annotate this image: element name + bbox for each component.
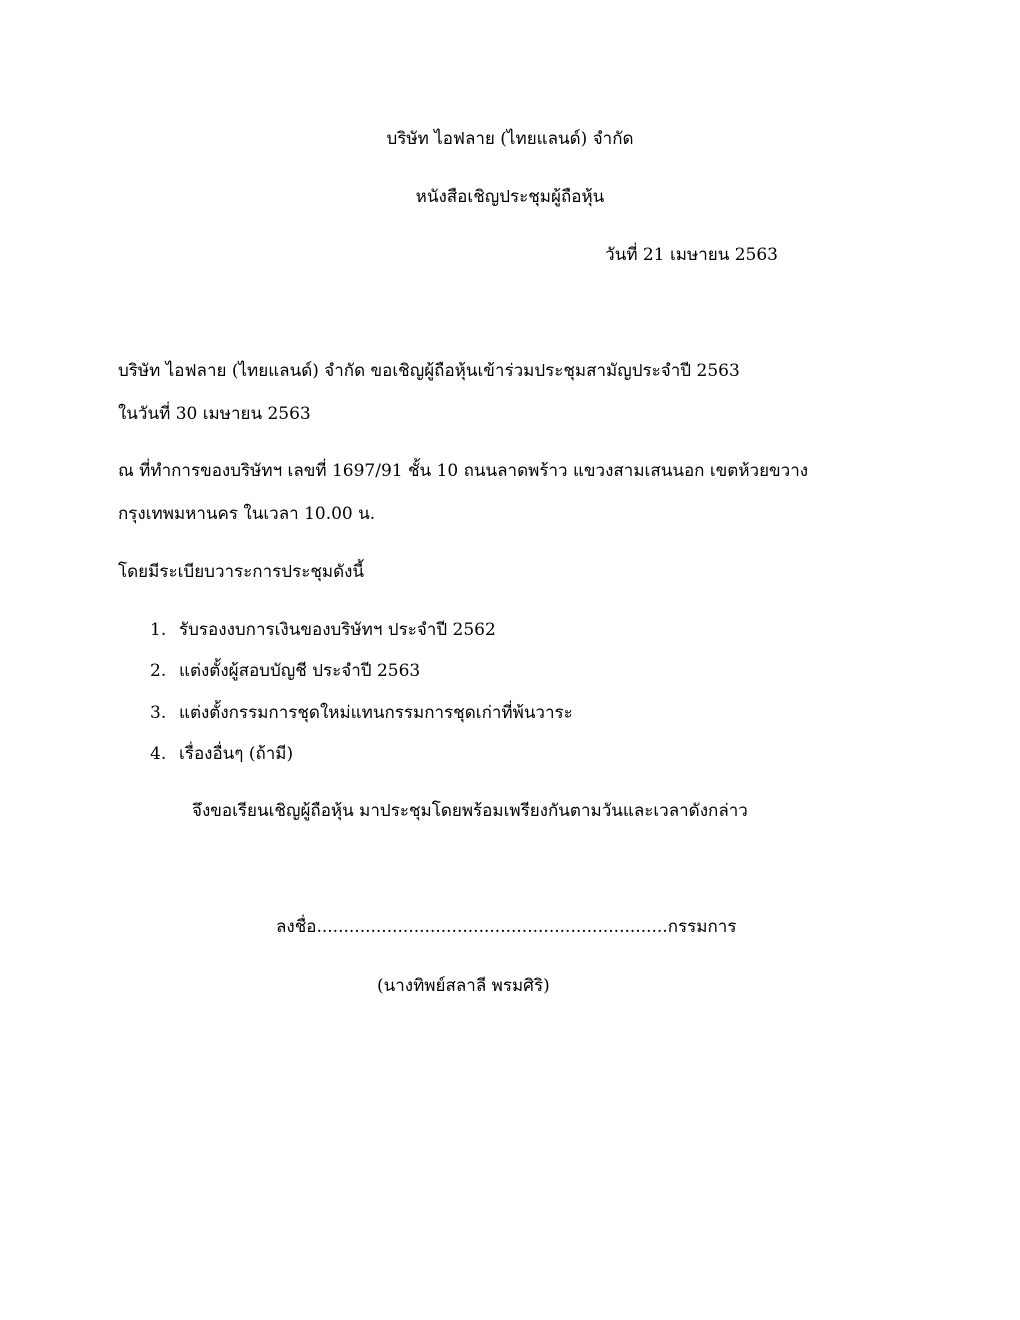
agenda-text: รับรองงบการเงินของบริษัทฯ ประจำปี 2562 xyxy=(179,620,496,640)
agenda-text: แต่งตั้งผู้สอบบัญชี ประจำปี 2563 xyxy=(179,661,421,681)
agenda-item xyxy=(150,743,293,765)
agenda-item xyxy=(150,702,573,724)
location-line-2: กรุงเทพมหานคร ในเวลา 10.00 น. xyxy=(118,504,376,524)
closing-paragraph: จึงขอเรียนเชิญผู้ถือหุ้น มาประชุมโดยพร้อมเพรียงกันตามวันและเวลาดังกล่าว xyxy=(192,801,748,821)
agenda-text: เรื่องอื่นๆ (ถ้ามี) xyxy=(179,744,294,764)
document-title: หนังสือเชิญประชุมผู้ถือหุ้น xyxy=(415,187,605,207)
signatory-name: (นางทิพย์สลาลี พรมศิริ) xyxy=(377,976,550,996)
intro-line-2: ในวันที่ 30 เมษายน 2563 xyxy=(118,404,311,424)
location-line-1: ณ ที่ทำการของบริษัทฯ เลขที่ 1697/91 ชั้น 10 ถนนลาดพร้าว แขวงสามเสนนอก เขตห้วยขวาง xyxy=(118,461,809,481)
agenda-item xyxy=(150,660,420,682)
agenda-number: 2. xyxy=(150,661,167,681)
agenda-text: แต่งตั้งกรรมการชุดใหม่แทนกรรมการชุดเก่าที่พ้นวาระ xyxy=(179,703,573,723)
intro-line-1: บริษัท ไอฟลาย (ไทยแลนด์) จำกัด ขอเชิญผู้ถือหุ้นเข้าร่วมประชุมสามัญประจำปี 2563 xyxy=(118,361,740,381)
agenda-number: 3. xyxy=(150,703,167,723)
document-date: วันที่ 21 เมษายน 2563 xyxy=(605,245,778,265)
agenda-item xyxy=(150,619,496,641)
agenda-number: 4. xyxy=(150,744,167,764)
agenda-heading: โดยมีระเบียบวาระการประชุมดังนี้ xyxy=(118,562,365,582)
agenda-number: 1. xyxy=(150,620,167,640)
company-name: บริษัท ไอฟลาย (ไทยแลนด์) จำกัด xyxy=(386,129,634,149)
signature-line: ลงชื่อ.................................................................กรรมการ xyxy=(276,917,737,937)
